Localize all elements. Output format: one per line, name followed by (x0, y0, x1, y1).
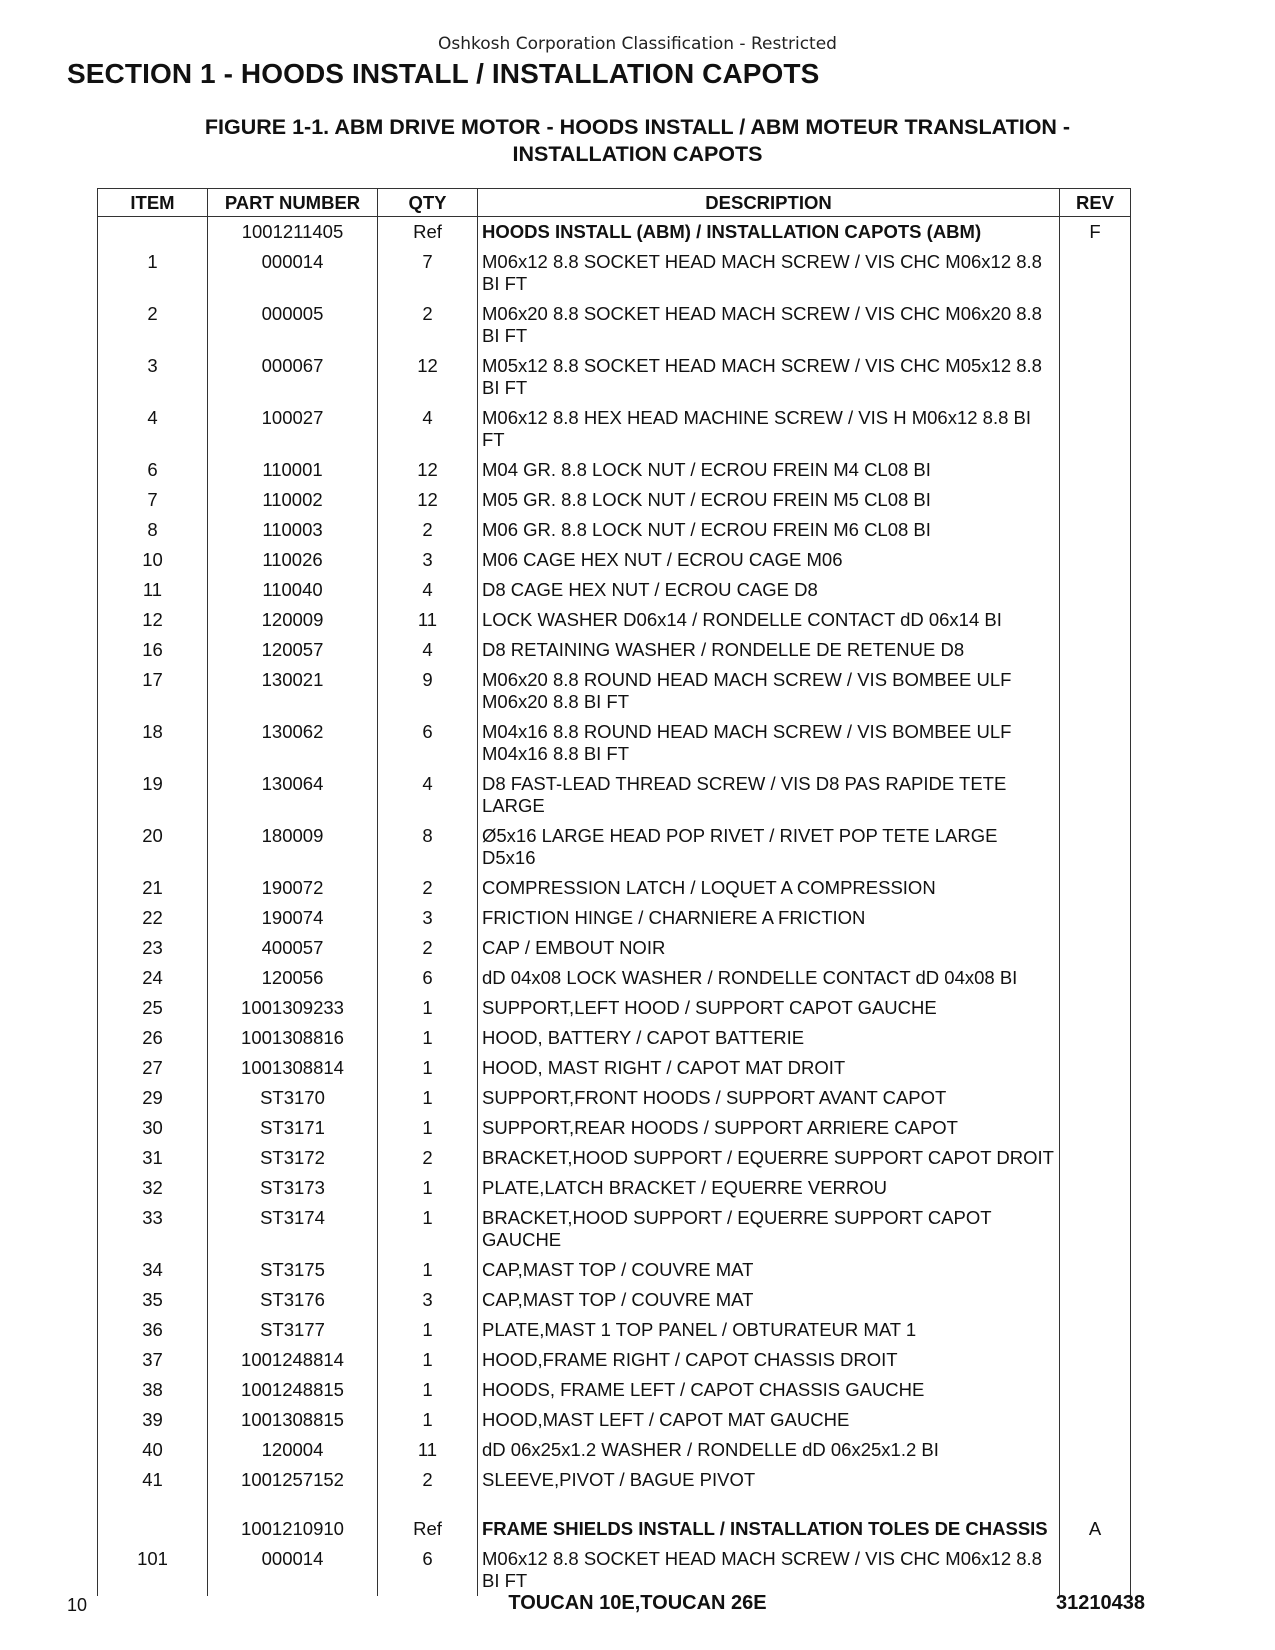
cell-rev (1060, 605, 1131, 635)
cell-qty: 1 (378, 1083, 478, 1113)
cell-qty: 1 (378, 1053, 478, 1083)
cell-rev (1060, 903, 1131, 933)
cell-part-number: 130021 (208, 665, 378, 717)
cell-description: CAP,MAST TOP / COUVRE MAT (478, 1285, 1060, 1315)
table-row (98, 545, 1131, 575)
cell-rev: A (1060, 1514, 1131, 1544)
cell-rev (1060, 1023, 1131, 1053)
cell-part-number: 1001308814 (208, 1053, 378, 1083)
cell-rev (1060, 821, 1131, 873)
cell-qty: 1 (378, 1345, 478, 1375)
cell-item: 25 (98, 993, 208, 1023)
cell-item: 12 (98, 605, 208, 635)
cell-rev (1060, 873, 1131, 903)
cell-part-number: 1001257152 (208, 1465, 378, 1495)
figure-title-line-1: FIGURE 1-1. ABM DRIVE MOTOR - HOODS INSTALL / ABM MOTEUR TRANSLATION - (204, 115, 1071, 139)
cell-description: Ø5x16 LARGE HEAD POP RIVET / RIVET POP TETE LARGE D5x16 (478, 821, 1060, 873)
cell-description: SUPPORT,FRONT HOODS / SUPPORT AVANT CAPOT (478, 1083, 1060, 1113)
cell-part-number: 120009 (208, 605, 378, 635)
document-number: 31210438 (1056, 1592, 1145, 1614)
cell-rev (1060, 665, 1131, 717)
cell-rev (1060, 933, 1131, 963)
cell-qty: 2 (378, 1143, 478, 1173)
cell-part-number: ST3177 (208, 1315, 378, 1345)
table-row (98, 403, 1131, 455)
cell-item: 2 (98, 299, 208, 351)
cell-part-number: 1001308815 (208, 1405, 378, 1435)
cell-description: COMPRESSION LATCH / LOQUET A COMPRESSION (478, 873, 1060, 903)
cell-rev (1060, 575, 1131, 605)
cell-qty: 1 (378, 1023, 478, 1053)
cell-description: D8 CAGE HEX NUT / ECROU CAGE D8 (478, 575, 1060, 605)
page-number: 10 (67, 1595, 88, 1615)
cell-qty: 1 (378, 1255, 478, 1285)
footer-model: TOUCAN 10E,TOUCAN 26E (508, 1592, 767, 1614)
cell-rev (1060, 1203, 1131, 1255)
cell-description: SUPPORT,REAR HOODS / SUPPORT ARRIERE CAPOT (478, 1113, 1060, 1143)
cell-item: 37 (98, 1345, 208, 1375)
cell-item: 38 (98, 1375, 208, 1405)
cell-part-number: 190074 (208, 903, 378, 933)
cell-description: PLATE,MAST 1 TOP PANEL / OBTURATEUR MAT 1 (478, 1315, 1060, 1345)
cell-description: BRACKET,HOOD SUPPORT / EQUERRE SUPPORT CAPOT DROIT (478, 1143, 1060, 1173)
cell-part-number: 1001248815 (208, 1375, 378, 1405)
cell-qty: 12 (378, 351, 478, 403)
cell-item: 41 (98, 1465, 208, 1495)
cell-qty: 3 (378, 545, 478, 575)
cell-description: SUPPORT,LEFT HOOD / SUPPORT CAPOT GAUCHE (478, 993, 1060, 1023)
cell-item (98, 217, 208, 248)
cell-rev (1060, 247, 1131, 299)
cell-item: 8 (98, 515, 208, 545)
cell-qty: 2 (378, 299, 478, 351)
cell-description: FRICTION HINGE / CHARNIERE A FRICTION (478, 903, 1060, 933)
cell-item: 40 (98, 1435, 208, 1465)
cell-qty: 1 (378, 1113, 478, 1143)
cell-qty: Ref (378, 217, 478, 248)
cell-description: PLATE,LATCH BRACKET / EQUERRE VERROU (478, 1173, 1060, 1203)
table-row (98, 1514, 1131, 1544)
cell-rev (1060, 515, 1131, 545)
table-row (98, 605, 1131, 635)
cell-qty: Ref (378, 1514, 478, 1544)
cell-description: HOOD,MAST LEFT / CAPOT MAT GAUCHE (478, 1405, 1060, 1435)
table-row (98, 1405, 1131, 1435)
cell-qty: 3 (378, 1285, 478, 1315)
cell-qty: 4 (378, 635, 478, 665)
cell-item: 31 (98, 1143, 208, 1173)
cell-item: 7 (98, 485, 208, 515)
parts-table-container (97, 188, 1130, 1591)
cell-qty: 1 (378, 1315, 478, 1345)
table-row (98, 1113, 1131, 1143)
cell-rev (1060, 485, 1131, 515)
cell-description: dD 04x08 LOCK WASHER / RONDELLE CONTACT dD 04x08 BI (478, 963, 1060, 993)
cell-rev (1060, 717, 1131, 769)
table-row (98, 1375, 1131, 1405)
cell-qty: 4 (378, 575, 478, 605)
cell-part-number: 190072 (208, 873, 378, 903)
cell-rev (1060, 1375, 1131, 1405)
table-row (98, 455, 1131, 485)
cell-rev (1060, 963, 1131, 993)
cell-qty: 12 (378, 485, 478, 515)
table-row (98, 1173, 1131, 1203)
table-row (98, 1285, 1131, 1315)
cell-item: 26 (98, 1023, 208, 1053)
table-row (98, 635, 1131, 665)
cell-qty: 12 (378, 455, 478, 485)
cell-rev: F (1060, 217, 1131, 248)
table-row (98, 1435, 1131, 1465)
cell-item: 30 (98, 1113, 208, 1143)
section-title: SECTION 1 - HOODS INSTALL / INSTALLATION CAPOTS (67, 58, 820, 89)
cell-item: 4 (98, 403, 208, 455)
cell-qty: 9 (378, 665, 478, 717)
cell-part-number: 000067 (208, 351, 378, 403)
cell-part-number: 1001211405 (208, 217, 378, 248)
cell-rev (1060, 1173, 1131, 1203)
table-row (98, 1083, 1131, 1113)
cell-item: 22 (98, 903, 208, 933)
cell-qty: 3 (378, 903, 478, 933)
classification-label: Oshkosh Corporation Classification - Restricted (438, 34, 837, 54)
column-header-rev: REV (1060, 189, 1131, 217)
cell-description: M06x20 8.8 ROUND HEAD MACH SCREW / VIS BOMBEE ULF M06x20 8.8 BI FT (478, 665, 1060, 717)
cell-qty: 1 (378, 1173, 478, 1203)
cell-qty: 7 (378, 247, 478, 299)
table-row (98, 1203, 1131, 1255)
cell-rev (1060, 1405, 1131, 1435)
table-row (98, 1255, 1131, 1285)
cell-item: 101 (98, 1544, 208, 1596)
cell-part-number: 1001309233 (208, 993, 378, 1023)
cell-part-number: 110040 (208, 575, 378, 605)
spacer-cell (378, 1495, 478, 1514)
cell-qty: 11 (378, 1435, 478, 1465)
table-row (98, 1544, 1131, 1596)
cell-rev (1060, 299, 1131, 351)
cell-part-number: 1001248814 (208, 1345, 378, 1375)
cell-item: 1 (98, 247, 208, 299)
table-row (98, 903, 1131, 933)
table-row (98, 963, 1131, 993)
table-row (98, 873, 1131, 903)
cell-description: M06x12 8.8 HEX HEAD MACHINE SCREW / VIS H M06x12 8.8 BI FT (478, 403, 1060, 455)
table-row (98, 247, 1131, 299)
cell-part-number: ST3176 (208, 1285, 378, 1315)
cell-description: HOODS INSTALL (ABM) / INSTALLATION CAPOTS (ABM) (478, 217, 1060, 248)
figure-title (100, 114, 1175, 168)
cell-part-number: ST3171 (208, 1113, 378, 1143)
cell-part-number: ST3170 (208, 1083, 378, 1113)
table-row (98, 1465, 1131, 1495)
cell-rev (1060, 545, 1131, 575)
cell-rev (1060, 1083, 1131, 1113)
spacer-cell (98, 1495, 208, 1514)
cell-rev (1060, 403, 1131, 455)
cell-item: 36 (98, 1315, 208, 1345)
cell-item: 35 (98, 1285, 208, 1315)
cell-rev (1060, 351, 1131, 403)
cell-item: 21 (98, 873, 208, 903)
cell-part-number: 1001308816 (208, 1023, 378, 1053)
table-row (98, 821, 1131, 873)
cell-rev (1060, 1345, 1131, 1375)
cell-part-number: 110001 (208, 455, 378, 485)
table-row (98, 1345, 1131, 1375)
column-header-qty: QTY (378, 189, 478, 217)
table-row (98, 299, 1131, 351)
table-row (98, 1143, 1131, 1173)
cell-rev (1060, 1053, 1131, 1083)
cell-rev (1060, 1465, 1131, 1495)
table-row (98, 665, 1131, 717)
cell-part-number: 110026 (208, 545, 378, 575)
cell-item (98, 1514, 208, 1544)
cell-part-number: 100027 (208, 403, 378, 455)
table-row (98, 933, 1131, 963)
cell-part-number: ST3175 (208, 1255, 378, 1285)
cell-rev (1060, 635, 1131, 665)
cell-part-number: 130064 (208, 769, 378, 821)
cell-description: BRACKET,HOOD SUPPORT / EQUERRE SUPPORT CAPOT GAUCHE (478, 1203, 1060, 1255)
cell-description: HOOD, BATTERY / CAPOT BATTERIE (478, 1023, 1060, 1053)
cell-rev (1060, 1285, 1131, 1315)
cell-qty: 1 (378, 993, 478, 1023)
table-row (98, 515, 1131, 545)
cell-qty: 6 (378, 1544, 478, 1596)
cell-part-number: 400057 (208, 933, 378, 963)
cell-item: 27 (98, 1053, 208, 1083)
cell-qty: 4 (378, 403, 478, 455)
cell-qty: 11 (378, 605, 478, 635)
table-row (98, 351, 1131, 403)
cell-item: 11 (98, 575, 208, 605)
cell-part-number: 130062 (208, 717, 378, 769)
cell-rev (1060, 769, 1131, 821)
cell-item: 16 (98, 635, 208, 665)
cell-description: HOOD, MAST RIGHT / CAPOT MAT DROIT (478, 1053, 1060, 1083)
spacer-cell (208, 1495, 378, 1514)
cell-part-number: 180009 (208, 821, 378, 873)
cell-description: M06 GR. 8.8 LOCK NUT / ECROU FREIN M6 CL08 BI (478, 515, 1060, 545)
cell-rev (1060, 1143, 1131, 1173)
cell-item: 23 (98, 933, 208, 963)
parts-table (97, 188, 1131, 1596)
table-row (98, 485, 1131, 515)
cell-item: 33 (98, 1203, 208, 1255)
cell-description: M06x20 8.8 SOCKET HEAD MACH SCREW / VIS CHC M06x20 8.8 BI FT (478, 299, 1060, 351)
spacer-cell (1060, 1495, 1131, 1514)
cell-part-number: 000005 (208, 299, 378, 351)
cell-description: CAP,MAST TOP / COUVRE MAT (478, 1255, 1060, 1285)
cell-part-number: ST3173 (208, 1173, 378, 1203)
cell-part-number: 120056 (208, 963, 378, 993)
cell-part-number: ST3174 (208, 1203, 378, 1255)
spacer-cell (478, 1495, 1060, 1514)
cell-part-number: 000014 (208, 247, 378, 299)
cell-item: 39 (98, 1405, 208, 1435)
column-header-item: ITEM (98, 189, 208, 217)
cell-rev (1060, 455, 1131, 485)
cell-item: 6 (98, 455, 208, 485)
table-row (98, 1315, 1131, 1345)
cell-part-number: 000014 (208, 1544, 378, 1596)
cell-part-number: ST3172 (208, 1143, 378, 1173)
cell-description: HOOD,FRAME RIGHT / CAPOT CHASSIS DROIT (478, 1345, 1060, 1375)
cell-qty: 2 (378, 933, 478, 963)
cell-item: 17 (98, 665, 208, 717)
table-row (98, 217, 1131, 248)
cell-description: M05x12 8.8 SOCKET HEAD MACH SCREW / VIS CHC M05x12 8.8 BI FT (478, 351, 1060, 403)
cell-description: D8 FAST-LEAD THREAD SCREW / VIS D8 PAS RAPIDE TETE LARGE (478, 769, 1060, 821)
table-row (98, 575, 1131, 605)
cell-item: 18 (98, 717, 208, 769)
cell-qty: 2 (378, 1465, 478, 1495)
cell-item: 20 (98, 821, 208, 873)
parts-table-body (98, 217, 1131, 1597)
cell-description: LOCK WASHER D06x14 / RONDELLE CONTACT dD 06x14 BI (478, 605, 1060, 635)
cell-part-number: 120004 (208, 1435, 378, 1465)
cell-description: dD 06x25x1.2 WASHER / RONDELLE dD 06x25x1.2 BI (478, 1435, 1060, 1465)
cell-qty: 8 (378, 821, 478, 873)
cell-part-number: 1001210910 (208, 1514, 378, 1544)
cell-qty: 1 (378, 1375, 478, 1405)
cell-description: CAP / EMBOUT NOIR (478, 933, 1060, 963)
table-row (98, 1023, 1131, 1053)
cell-rev (1060, 1435, 1131, 1465)
cell-description: M06x12 8.8 SOCKET HEAD MACH SCREW / VIS CHC M06x12 8.8 BI FT (478, 1544, 1060, 1596)
cell-item: 3 (98, 351, 208, 403)
cell-part-number: 120057 (208, 635, 378, 665)
cell-qty: 6 (378, 963, 478, 993)
table-row (98, 717, 1131, 769)
cell-item: 10 (98, 545, 208, 575)
cell-qty: 4 (378, 769, 478, 821)
cell-item: 24 (98, 963, 208, 993)
cell-item: 32 (98, 1173, 208, 1203)
cell-item: 34 (98, 1255, 208, 1285)
cell-description: M05 GR. 8.8 LOCK NUT / ECROU FREIN M5 CL08 BI (478, 485, 1060, 515)
table-header-row (98, 189, 1131, 217)
table-row (98, 1053, 1131, 1083)
cell-rev (1060, 993, 1131, 1023)
cell-item: 29 (98, 1083, 208, 1113)
cell-qty: 2 (378, 515, 478, 545)
column-header-part-number: PART NUMBER (208, 189, 378, 217)
table-spacer-row (98, 1495, 1131, 1514)
cell-description: D8 RETAINING WASHER / RONDELLE DE RETENUE D8 (478, 635, 1060, 665)
cell-rev (1060, 1315, 1131, 1345)
cell-description: M04 GR. 8.8 LOCK NUT / ECROU FREIN M4 CL08 BI (478, 455, 1060, 485)
figure-title-line-2: INSTALLATION CAPOTS (512, 142, 763, 166)
cell-description: M06x12 8.8 SOCKET HEAD MACH SCREW / VIS CHC M06x12 8.8 BI FT (478, 247, 1060, 299)
cell-qty: 1 (378, 1203, 478, 1255)
cell-description: HOODS, FRAME LEFT / CAPOT CHASSIS GAUCHE (478, 1375, 1060, 1405)
cell-part-number: 110002 (208, 485, 378, 515)
cell-qty: 1 (378, 1405, 478, 1435)
cell-rev (1060, 1544, 1131, 1596)
column-header-description: DESCRIPTION (478, 189, 1060, 217)
cell-rev (1060, 1255, 1131, 1285)
cell-description: M04x16 8.8 ROUND HEAD MACH SCREW / VIS BOMBEE ULF M04x16 8.8 BI FT (478, 717, 1060, 769)
cell-description: M06 CAGE HEX NUT / ECROU CAGE M06 (478, 545, 1060, 575)
table-row (98, 769, 1131, 821)
cell-part-number: 110003 (208, 515, 378, 545)
cell-qty: 6 (378, 717, 478, 769)
cell-description: FRAME SHIELDS INSTALL / INSTALLATION TOLES DE CHASSIS (478, 1514, 1060, 1544)
table-row (98, 993, 1131, 1023)
cell-description: SLEEVE,PIVOT / BAGUE PIVOT (478, 1465, 1060, 1495)
cell-qty: 2 (378, 873, 478, 903)
cell-rev (1060, 1113, 1131, 1143)
cell-item: 19 (98, 769, 208, 821)
